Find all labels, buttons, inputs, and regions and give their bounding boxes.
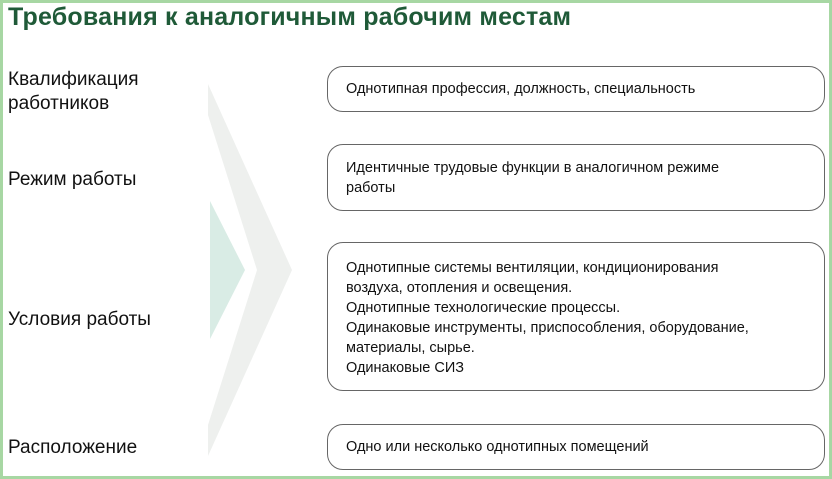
requirement-text-line: Одинаковые инструменты, приспособления, оборудование,: [346, 320, 749, 336]
row-label-line: Условия работы: [8, 309, 151, 330]
requirement-text-line: Однотипные системы вентиляции, кондиционирования: [346, 260, 719, 276]
chevron-arrow-icon: [205, 80, 300, 460]
row-label-line: Квалификация: [8, 69, 139, 90]
requirement-text-line: работы: [346, 180, 396, 196]
requirement-box-location: [327, 424, 825, 470]
row-label-qualification: [8, 68, 139, 116]
row-label-work-mode: [8, 168, 136, 192]
requirement-box-work-conditions: [327, 242, 825, 391]
requirement-text-line: Одно или несколько однотипных помещений: [346, 439, 649, 455]
row-label-line: работников: [8, 93, 110, 114]
requirement-text-line: Однотипная профессия, должность, специальность: [346, 81, 696, 97]
page-title: Требования к аналогичным рабочим местам: [8, 3, 572, 31]
row-label-line: Расположение: [8, 437, 138, 458]
requirement-text-line: материалы, сырье.: [346, 340, 475, 356]
requirement-box-work-mode: [327, 144, 825, 211]
requirement-box-qualification: [327, 66, 825, 112]
requirement-text-line: воздуха, отопления и освещения.: [346, 280, 573, 296]
row-label-work-conditions: [8, 308, 151, 332]
inner-chevron-shape: [210, 201, 245, 339]
requirement-text-line: Идентичные трудовые функции в аналогичном режиме: [346, 160, 720, 176]
requirement-text-line: Однотипные технологические процессы.: [346, 300, 621, 316]
requirement-text-line: Одинаковые СИЗ: [346, 360, 465, 376]
row-label-line: Режим работы: [8, 169, 137, 190]
row-label-location: [8, 436, 137, 460]
